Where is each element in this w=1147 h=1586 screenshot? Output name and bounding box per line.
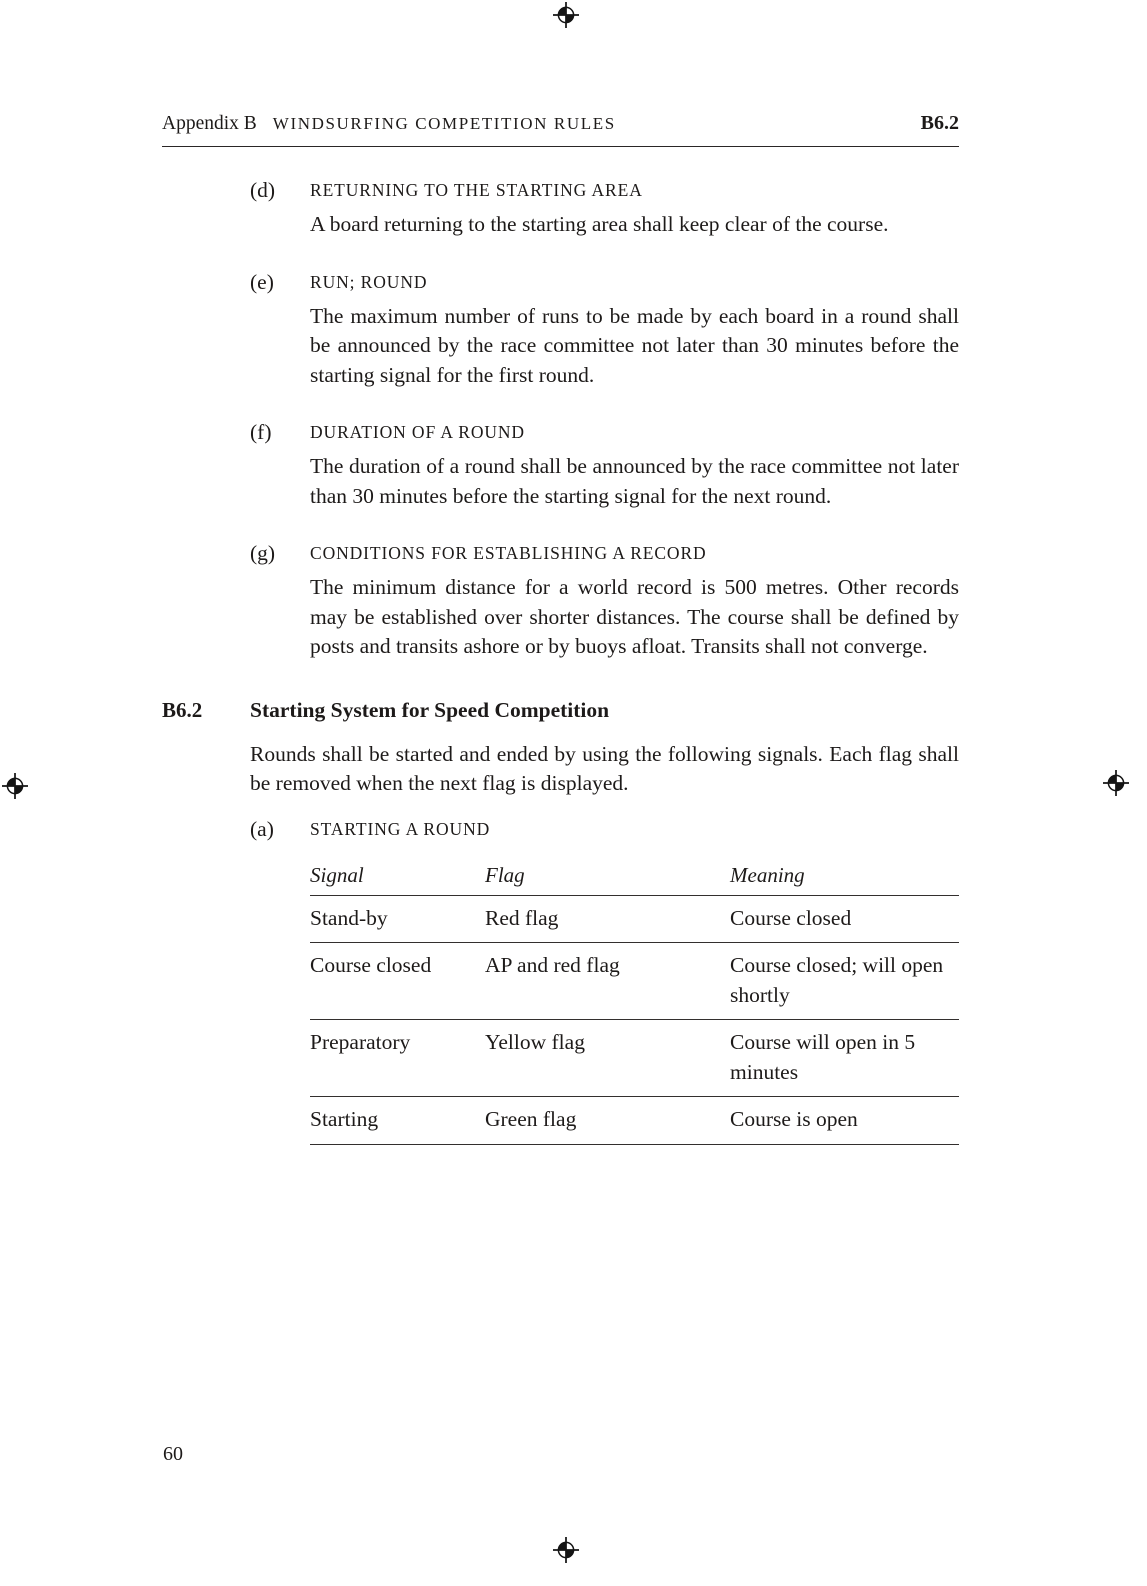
item-letter: (d)	[250, 178, 276, 202]
table-cell-flag: Green flag	[485, 1097, 730, 1145]
item-paragraph: The maximum number of runs to be made by each board in a round shall be announced by the race committee not later than 30 minutes before the starting signal for the first round.	[310, 303, 959, 387]
table-cell-meaning: Course will open in 5 minutes	[730, 1020, 959, 1097]
rule-item-g	[162, 540, 959, 662]
header-rule-reference: B6.2	[920, 112, 959, 134]
table-cell-meaning: Course is open	[730, 1097, 959, 1145]
page-number: 60	[163, 1443, 183, 1465]
registration-mark-icon	[1103, 770, 1129, 796]
table-row	[310, 895, 959, 943]
item-letter: (f)	[250, 420, 272, 444]
item-heading: RUN; ROUND	[310, 271, 428, 292]
table-cell-signal: Starting	[310, 1097, 485, 1145]
table-header-flag: Flag	[485, 863, 730, 896]
rule-intro-paragraph: Rounds shall be started and ended by using the following signals. Each flag shall be removed when the next flag is displayed.	[250, 741, 959, 795]
item-heading: STARTING A ROUND	[310, 818, 491, 839]
item-letter: (a)	[250, 816, 274, 841]
rule-item-f	[162, 419, 959, 511]
table-row	[310, 943, 959, 1020]
registration-mark-icon	[2, 773, 28, 799]
running-header	[162, 112, 959, 147]
item-heading: CONDITIONS FOR ESTABLISHING A RECORD	[310, 543, 707, 563]
table-cell-flag: Yellow flag	[485, 1020, 730, 1097]
table-row	[310, 1097, 959, 1145]
item-paragraph: The duration of a round shall be announced by the race committee not later than 30 minutes before the starting signal for the next round.	[310, 454, 959, 508]
item-heading: DURATION OF A ROUND	[310, 422, 525, 442]
rule-section-b6-2	[162, 696, 959, 1145]
registration-mark-icon	[553, 1537, 579, 1563]
table-cell-signal: Course closed	[310, 943, 485, 1020]
rule-subitem-a	[250, 816, 959, 1145]
item-body	[310, 419, 959, 511]
rule-text-block	[162, 147, 959, 1145]
table-header-meaning: Meaning	[730, 863, 959, 896]
table-cell-signal: Stand-by	[310, 895, 485, 943]
rule-item-e	[162, 269, 959, 391]
table-cell-meaning: Course closed; will open shortly	[730, 943, 959, 1020]
table-header-signal: Signal	[310, 863, 485, 896]
item-letter: (g)	[250, 541, 276, 565]
subitem-body	[310, 816, 959, 1145]
item-paragraph: A board returning to the starting area shall keep clear of the course.	[310, 212, 889, 236]
rule-title: Starting System for Speed Competition	[250, 697, 610, 722]
item-heading: RETURNING TO THE STARTING AREA	[310, 180, 643, 200]
table-cell-signal: Preparatory	[310, 1020, 485, 1097]
item-letter: (e)	[250, 269, 274, 294]
rule-body	[250, 696, 959, 1145]
table-header-row	[310, 863, 959, 896]
table-cell-meaning: Course closed	[730, 895, 959, 943]
item-paragraph: The minimum distance for a world record is 500 metres. Other records may be established over shorter distances. The course shall be defined by posts and transits ashore or by buoys afloat. Transits shall not converge.	[310, 575, 959, 658]
running-header-left	[162, 113, 616, 135]
rule-item-d	[162, 177, 959, 240]
registration-mark-icon	[553, 2, 579, 28]
appendix-title: WINDSURFING COMPETITION RULES	[272, 114, 616, 133]
page-content	[162, 112, 959, 1145]
item-body	[310, 269, 959, 391]
table-cell-flag: Red flag	[485, 895, 730, 943]
item-body	[310, 540, 959, 662]
appendix-label: Appendix B	[162, 113, 257, 134]
starting-signals-table	[310, 863, 959, 1145]
table-cell-flag: AP and red flag	[485, 943, 730, 1020]
table-row	[310, 1020, 959, 1097]
item-body	[310, 177, 959, 240]
rule-number: B6.2	[162, 697, 203, 722]
